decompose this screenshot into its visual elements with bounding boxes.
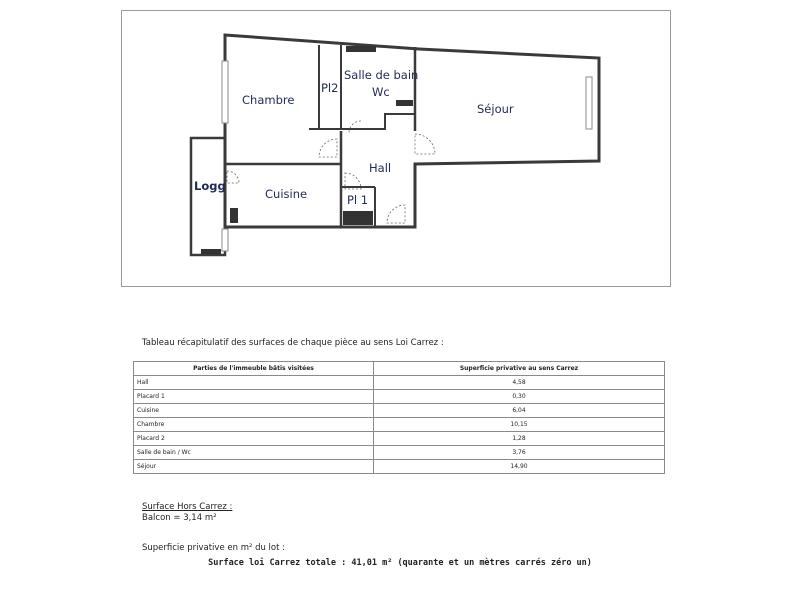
floor-plan-frame	[121, 10, 671, 287]
door-swing	[319, 139, 337, 157]
room-label-wc: Wc	[372, 85, 390, 99]
door-swing	[387, 205, 405, 223]
room-label-pl2: Pl2	[321, 81, 339, 95]
loggia-wall	[191, 138, 225, 255]
cell-piece: Séjour	[134, 460, 374, 474]
table-row	[134, 376, 665, 390]
fixture	[230, 208, 238, 223]
room-label-chambre: Chambre	[242, 93, 295, 107]
table-row	[134, 460, 665, 474]
cell-piece: Cuisine	[134, 404, 374, 418]
total-surface: Surface loi Carrez totale : 41,01 m² (quarante et un mètres carrés zéro un)	[208, 558, 592, 568]
door-swing	[415, 134, 435, 154]
table-row	[134, 404, 665, 418]
cell-surface: 3,76	[374, 446, 665, 460]
cell-surface: 0,30	[374, 390, 665, 404]
room-label-sdb: Salle de bain	[344, 68, 419, 82]
radiator	[346, 46, 376, 52]
interior-wall	[341, 114, 415, 129]
room-label-cuisine: Cuisine	[265, 187, 308, 201]
cell-surface: 4,58	[374, 376, 665, 390]
privative-label: Superficie privative en m² du lot :	[142, 543, 286, 553]
cell-surface: 6,04	[374, 404, 665, 418]
column-header-surface: Superficie privative au sens Carrez	[374, 362, 665, 376]
room-label-hall: Hall	[369, 161, 392, 175]
table-intro: Tableau récapitulatif des surfaces de chaque pièce au sens Loi Carrez :	[142, 338, 444, 348]
fixture	[201, 249, 221, 254]
room-label-sejour: Séjour	[477, 102, 514, 116]
table-row	[134, 418, 665, 432]
door-swing	[349, 121, 361, 133]
cell-piece: Hall	[134, 376, 374, 390]
door-swing	[227, 171, 239, 183]
wc-fixture	[396, 100, 413, 106]
surfaces-table	[133, 361, 665, 474]
cell-surface: 14,90	[374, 460, 665, 474]
table-header-row	[134, 362, 665, 376]
cell-surface: 1,28	[374, 432, 665, 446]
hors-carrez-title: Surface Hors Carrez :	[142, 502, 233, 512]
room-label-logg: Logg	[194, 179, 226, 193]
table-row	[134, 390, 665, 404]
floor-plan	[122, 11, 672, 288]
table-row	[134, 446, 665, 460]
cell-surface: 10,15	[374, 418, 665, 432]
window	[586, 77, 592, 129]
cell-piece: Chambre	[134, 418, 374, 432]
window	[222, 61, 228, 123]
fixture	[343, 211, 373, 225]
column-header-piece: Parties de l'immeuble bâtis visitées	[134, 362, 374, 376]
cell-piece: Placard 2	[134, 432, 374, 446]
cell-piece: Placard 1	[134, 390, 374, 404]
room-label-pl1: Pl 1	[347, 193, 369, 207]
cell-piece: Salle de bain / Wc	[134, 446, 374, 460]
balcon-surface: Balcon = 3,14 m²	[142, 513, 217, 523]
table-row	[134, 432, 665, 446]
window	[222, 229, 228, 251]
